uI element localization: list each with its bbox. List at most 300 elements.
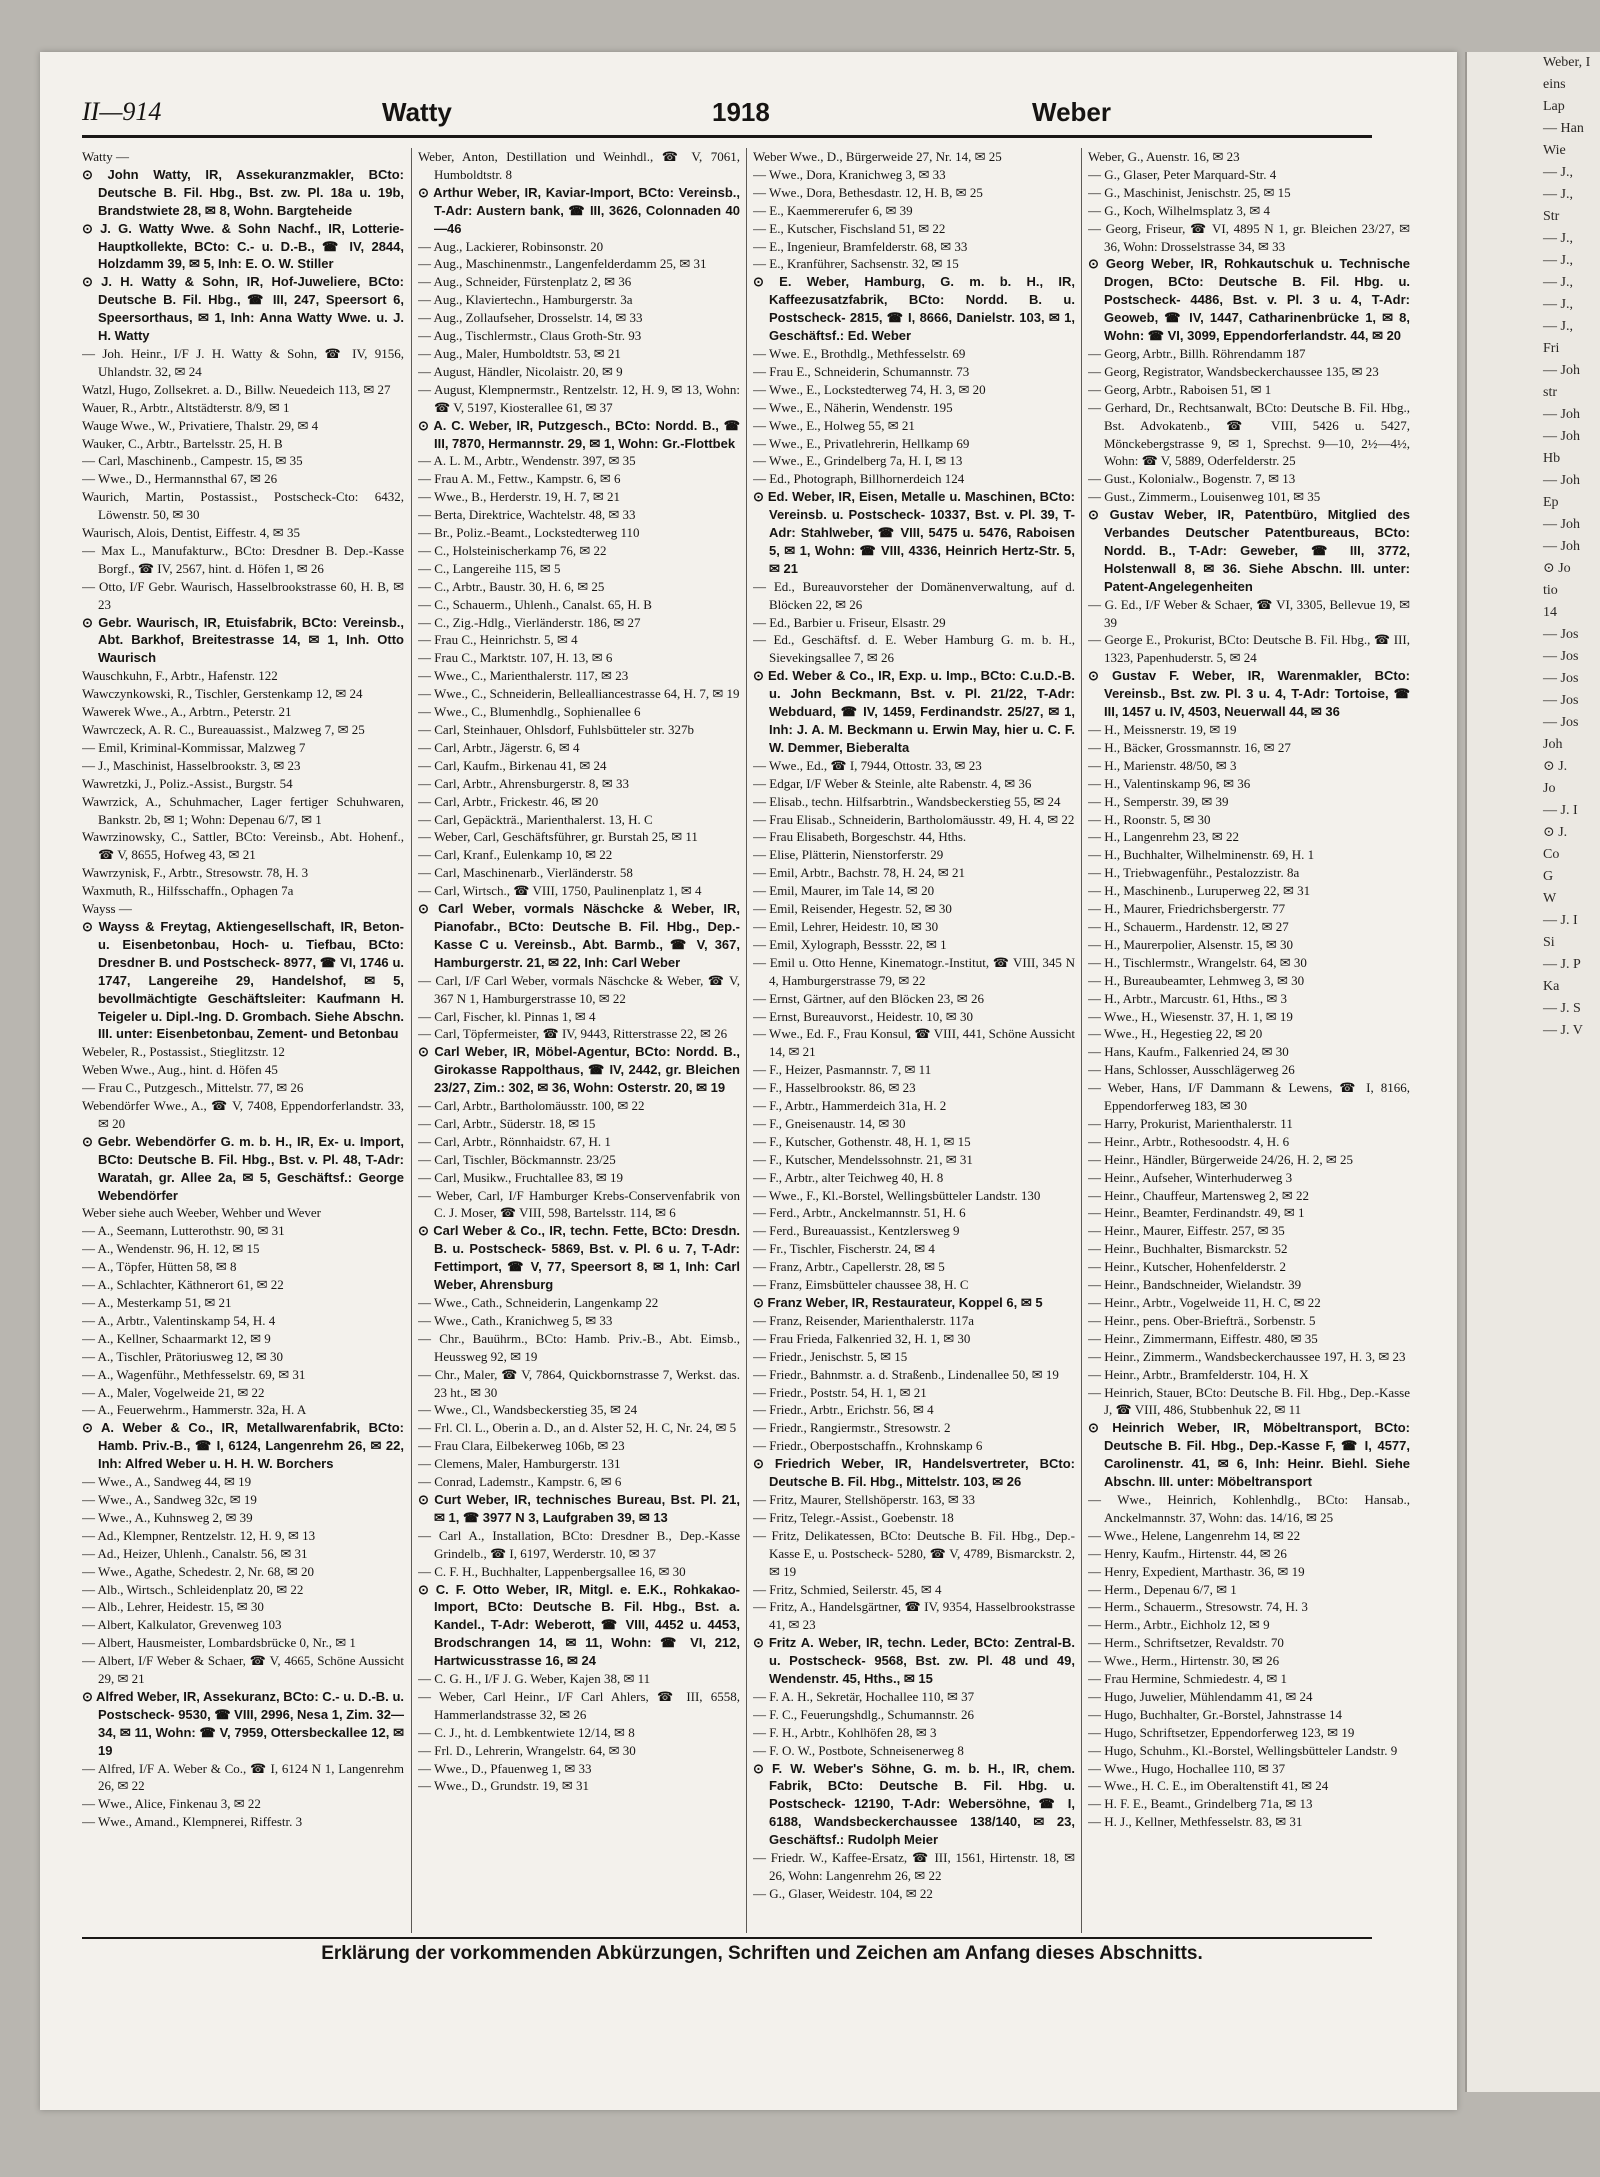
directory-entry: — H., Buchhalter, Wilhelminenstr. 69, H. 1 bbox=[1088, 847, 1315, 863]
directory-entry: — Carl, Arbtr., Süderstr. 18, ✉ 15 bbox=[418, 1115, 596, 1131]
directory-entry: — Hugo, Schuhm., Kl.-Borstel, Wellingsbütteler Landstr. 9 bbox=[1088, 1742, 1398, 1758]
directory-entry: — H. J., Kellner, Methfesselstr. 83, ✉ 31 bbox=[1088, 1814, 1303, 1830]
directory-entry: — Frau Elisab., Schneiderin, Bartholomäusstr. 49, H. 4, ✉ 22 bbox=[753, 811, 1075, 827]
directory-entry: — Ernst, Gärtner, auf den Blöcken 23, ✉ 26 bbox=[753, 990, 984, 1006]
neighbor-page-line: Str bbox=[1543, 209, 1560, 224]
directory-entry: — August, Klempnermstr., Rentzelstr. 12, H. 9, ✉ 13, Wohn: ☎ V, 5197, Kiosterallee 61, ✉ 37 bbox=[418, 381, 740, 415]
directory-entry: Watty — bbox=[82, 149, 129, 164]
directory-entry-firm: ⊙ Arthur Weber, IR, Kaviar-Import, BCto: Vereinsb., T-Adr: Austern bank, ☎ III, 3626, Colonnaden 40—46 bbox=[418, 184, 740, 236]
directory-entry-firm: ⊙ Curt Weber, IR, technisches Bureau, Bst. Pl. 21, ✉ 1, ☎ 3977 N 3, Laufgraben 39, ✉ 13 bbox=[418, 1491, 740, 1525]
neighbor-page-line: Lap bbox=[1543, 99, 1565, 114]
neighbor-page-line: W bbox=[1543, 891, 1557, 906]
directory-entry: — Herm., Schauerm., Stresowstr. 74, H. 3 bbox=[1088, 1599, 1308, 1615]
directory-entry: — Herm., Schriftsetzer, Revaldstr. 70 bbox=[1088, 1635, 1284, 1651]
directory-entry-firm: ⊙ Alfred Weber, IR, Assekuranz, BCto: C.- u. D.-B. u. Postscheck- 9530, ☎ VIII, 2996, Nesa 1, Zim. 32—34, ✉ 11, Wohn: ☎ V, 7959, Ottersbeckallee 12, ✉ 19 bbox=[82, 1688, 404, 1758]
directory-entry: Watzl, Hugo, Zollsekret. a. D., Billw. Neuedeich 113, ✉ 27 bbox=[82, 381, 391, 397]
directory-entry: — H., Triebwagenführ., Pestalozzistr. 8a bbox=[1088, 865, 1300, 881]
directory-entry: — H., Meissnerstr. 19, ✉ 19 bbox=[1088, 722, 1237, 737]
neighbor-page-line: Wie bbox=[1543, 143, 1566, 158]
directory-entry: — Hugo, Buchhalter, Gr.-Borstel, Jahnstrasse 14 bbox=[1088, 1706, 1343, 1722]
neighbor-page-line: — Jos bbox=[1543, 627, 1579, 642]
directory-entry: — Henry, Kaufm., Hirtenstr. 44, ✉ 26 bbox=[1088, 1545, 1287, 1561]
footer-note: Erklärung der vorkommenden Abkürzungen, Schriften und Zeichen am Anfang dieses Abschnitts. bbox=[321, 1943, 1203, 1964]
neighbor-page-line: ⊙ J. bbox=[1543, 759, 1568, 774]
directory-entry: — F., Arbtr., alter Teichweg 40, H. 8 bbox=[753, 1169, 944, 1185]
directory-entry: — E., Kranführer, Sachsenstr. 32, ✉ 15 bbox=[753, 256, 959, 272]
directory-entry-firm: ⊙ Carl Weber, IR, Möbel-Agentur, BCto: Nordd. B., Girokasse Rappolthaus, ☎ IV, 2442, gr. Bleichen 23/27, Zim.: 302, ✉ 36, Wohn: Osterstr. 20, ✉ 19 bbox=[418, 1044, 740, 1096]
directory-entry: Wawrzinowsky, C., Sattler, BCto: Vereinsb., Abt. Hohenf., ☎ V, 8655, Hofweg 43, ✉ 21 bbox=[82, 829, 404, 863]
directory-entry: — Carl, Gepäckträ., Marienthalerst. 13, H. C bbox=[418, 811, 653, 827]
directory-entry: — Emil, Kriminal-Kommissar, Malzweg 7 bbox=[82, 739, 306, 755]
directory-entry: — Aug., Tischlermstr., Claus Groth-Str. 93 bbox=[418, 328, 642, 344]
directory-entry: — Emil, Maurer, im Tale 14, ✉ 20 bbox=[753, 883, 935, 899]
directory-entry: — Carl, Kranf., Eulenkamp 10, ✉ 22 bbox=[418, 847, 613, 863]
directory-entry: — Carl, Maschinenb., Campestr. 15, ✉ 35 bbox=[82, 453, 303, 469]
directory-entry: — Gust., Kolonialw., Bogenstr. 7, ✉ 13 bbox=[1088, 471, 1296, 487]
directory-entry: Webendörfer Wwe., A., ☎ V, 7408, Eppendorferlandstr. 33, ✉ 20 bbox=[82, 1098, 404, 1131]
directory-entry: — F. H., Arbtr., Kohlhöfen 28, ✉ 3 bbox=[753, 1724, 937, 1740]
directory-entry: — Franz, Eimsbütteler chaussee 38, H. C bbox=[753, 1277, 969, 1293]
directory-entry: Wawrzick, A., Schuhmacher, Lager fertiger Schuhwaren, Bankstr. 2b, ✉ 1; Wohn: Depenau 6/7, ✉ 1 bbox=[82, 793, 404, 827]
directory-entry: — Ed., Photograph, Billhornerdeich 124 bbox=[753, 471, 965, 487]
directory-entry: — A., Kellner, Schaarmarkt 12, ✉ 9 bbox=[82, 1330, 271, 1346]
directory-entry-firm: ⊙ F. W. Weber's Söhne, G. m. b. H., IR, chem. Fabrik, BCto: Deutsche B. Fil. Hbg. u. Postscheck- 12190, T-Adr: Webersöhne, ☎ I, 6188, Wandsbeckerchaussee 138/140, ✉ 23, Geschäftsf.: Rudolph Meier bbox=[753, 1760, 1075, 1848]
directory-entry: — Carl, Musikw., Fruchtallee 83, ✉ 19 bbox=[418, 1169, 624, 1185]
directory-entry: — E., Ingenieur, Bramfelderstr. 68, ✉ 33 bbox=[753, 238, 968, 254]
directory-entry-firm: ⊙ Franz Weber, IR, Restaurateur, Koppel 6, ✉ 5 bbox=[753, 1295, 1043, 1310]
directory-entry: — H., Tischlermstr., Wrangelstr. 64, ✉ 30 bbox=[1088, 954, 1307, 970]
directory-entry: — Carl, Wirtsch., ☎ VIII, 1750, Paulinenplatz 1, ✉ 4 bbox=[418, 883, 702, 899]
directory-entry: — Wwe., Amand., Klempnerei, Riffestr. 3 bbox=[82, 1814, 303, 1830]
directory-entry: — Wwe. E., Brothdlg., Methfesselstr. 69 bbox=[753, 345, 966, 361]
directory-entry-firm: ⊙ Gustav Weber, IR, Patentbüro, Mitglied des Verbandes Deutscher Patentbureaus, BCto: Nordd. B., T-Adr: Geweber, ☎ III, 3772, Holstenwall 8, ✉ 36. Siehe Abschn. III. unter: Patent-Angelegenheiten bbox=[1088, 507, 1410, 594]
directory-entry: — Fritz, Delikatessen, BCto: Deutsche B. Fil. Hbg., Dep.-Kasse E, u. Postscheck- 5280, ☎ V, 4789, Bismarckstr. 2, ✉ 19 bbox=[753, 1527, 1075, 1579]
directory-entry: Weber Wwe., D., Bürgerweide 27, Nr. 14, ✉ 25 bbox=[753, 149, 1002, 164]
directory-entry: Wauge Wwe., W., Privatiere, Thalstr. 29, ✉ 4 bbox=[82, 417, 319, 433]
directory-entry: — C., Langereihe 115, ✉ 5 bbox=[418, 560, 561, 576]
header-right-keyword: Weber bbox=[1032, 97, 1111, 127]
directory-entry: — F., Hasselbrookstr. 86, ✉ 23 bbox=[753, 1080, 916, 1096]
directory-entry: — Wwe., Heinrich, Kohlenhdlg., BCto: Hansab., Anckelmannstr. 37, Wohn: das. 14/16, ✉ 25 bbox=[1088, 1491, 1410, 1525]
directory-entry: — F., Gneisenaustr. 14, ✉ 30 bbox=[753, 1115, 906, 1131]
directory-entry: — Wwe., D., Hermannsthal 67, ✉ 26 bbox=[82, 471, 278, 487]
directory-entry-firm: ⊙ C. F. Otto Weber, IR, Mitgl. e. E.K., Rohkakao-Import, BCto: Deutsche B. Fil. Hbg., Bst. a. Kandel., T-Adr: Weberott, ☎ VIII, 4452 u. 4453, Brodschrangen 14, ✉ 11, Wohn: ☎ VI, 212, Hartwicusstrasse 16, ✉ 24 bbox=[418, 1581, 740, 1669]
directory-entry: — Carl A., Installation, BCto: Dresdner B., Dep.-Kasse Grindelb., ☎ I, 6197, Werderstr. 10, ✉ 37 bbox=[418, 1527, 740, 1561]
directory-entry: — G., Maschinist, Jenischstr. 25, ✉ 15 bbox=[1088, 184, 1291, 200]
directory-entry-firm: ⊙ E. Weber, Hamburg, G. m. b. H., IR, Kaffeezusatzfabrik, BCto: Nordd. B. u. Postscheck- 2815, ☎ I, 8666, Danielstr. 103, ✉ 1, Geschäftsf.: Ed. Weber bbox=[753, 274, 1075, 344]
directory-entry: — Wwe., A., Kuhnsweg 2, ✉ 39 bbox=[82, 1509, 253, 1525]
directory-entry-firm: ⊙ Ed. Weber, IR, Eisen, Metalle u. Maschinen, BCto: Vereinsb. u. Postscheck- 10337, Bst. v. Pl. 39, T-Adr: Stahlweber, ☎ VIII, 5475 u. 5476, Raboisen 5, ✉ 1, Wohn: ☎ VIII, 4336, Heinrich Hertz-Str. 5, ✉ 21 bbox=[753, 489, 1075, 576]
directory-entry: Wayss — bbox=[82, 901, 132, 917]
neighbor-page-line: — J. S bbox=[1543, 1001, 1581, 1016]
directory-entry: — Emil, Xylograph, Bessstr. 22, ✉ 1 bbox=[753, 936, 947, 952]
directory-entry: — H., Maschinenb., Luruperweg 22, ✉ 31 bbox=[1088, 883, 1311, 899]
directory-entry: — Emil, Lehrer, Heidestr. 10, ✉ 30 bbox=[753, 918, 939, 934]
directory-entry: — F., Kutscher, Gothenstr. 48, H. 1, ✉ 15 bbox=[753, 1133, 971, 1149]
directory-entry: — Carl, Steinhauer, Ohlsdorf, Fuhlsbütteler str. 327b bbox=[418, 722, 695, 737]
neighbor-page-line: — Joh bbox=[1543, 517, 1580, 532]
directory-entry: Waurich, Martin, Postassist., Postscheck-Cto: 6432, Löwenstr. 50, ✉ 30 bbox=[82, 489, 404, 523]
directory-entry: — Wwe., Agathe, Schedestr. 2, Nr. 68, ✉ 20 bbox=[82, 1563, 314, 1579]
directory-entry-firm: ⊙ A. Weber & Co., IR, Metallwarenfabrik, BCto: Hamb. Priv.-B., ☎ I, 6124, Langenrehm 26, ✉ 22, Inh: Alfred Weber u. H. H. W. Borchers bbox=[82, 1420, 404, 1472]
directory-entry: — Joh. Heinr., I/F J. H. Watty & Sohn, ☎ IV, 9156, Uhlandstr. 32, ✉ 24 bbox=[82, 345, 404, 379]
directory-entry: — Heinr., Arbtr., Bramfelderstr. 104, H. X bbox=[1088, 1366, 1309, 1382]
directory-entry: — Wwe., C., Blumenhdlg., Sophienallee 6 bbox=[418, 704, 641, 720]
directory-entry: — Wwe., Ed., ☎ I, 7944, Ottostr. 33, ✉ 23 bbox=[753, 757, 982, 773]
directory-entry: — H., Marienstr. 48/50, ✉ 3 bbox=[1088, 757, 1237, 773]
directory-entry: — Alb., Wirtsch., Schleidenplatz 20, ✉ 22 bbox=[82, 1581, 304, 1597]
neighbor-page-line: — J., bbox=[1543, 297, 1573, 312]
directory-entry: — F., Arbtr., Hammerdeich 31a, H. 2 bbox=[753, 1098, 947, 1114]
directory-entry: — Wwe., Alice, Finkenau 3, ✉ 22 bbox=[82, 1796, 261, 1812]
directory-entry: — H. F. E., Beamt., Grindelberg 71a, ✉ 13 bbox=[1088, 1796, 1313, 1812]
directory-entry: — H., Maurer, Friedrichsbergerstr. 77 bbox=[1088, 901, 1286, 917]
directory-entry-firm: ⊙ Gebr. Waurisch, IR, Etuisfabrik, BCto: Vereinsb., Abt. Barkhof, Breitestrasse 14, ✉ 1, Inh. Otto Waurisch bbox=[82, 614, 404, 666]
neighbor-page-line: Si bbox=[1543, 935, 1555, 950]
directory-entry: — A. L. M., Arbtr., Wendenstr. 397, ✉ 35 bbox=[418, 453, 636, 469]
directory-entry: — Ed., Geschäftsf. d. E. Weber Hamburg G. m. b. H., Sievekingsallee 7, ✉ 26 bbox=[753, 632, 1075, 666]
directory-entry: — Wwe., H., Wiesenstr. 37, H. 1, ✉ 19 bbox=[1088, 1008, 1293, 1024]
directory-entry: — Berta, Direktrice, Wachtelstr. 48, ✉ 33 bbox=[418, 507, 636, 523]
neighbor-page-line: ⊙ Jo bbox=[1543, 561, 1571, 576]
neighbor-page-line: Weber, I bbox=[1543, 55, 1591, 70]
header-year: 1918 bbox=[712, 97, 770, 127]
directory-entry: — A., Wendenstr. 96, H. 12, ✉ 15 bbox=[82, 1241, 260, 1257]
directory-entry: — Aug., Maler, Humboldtstr. 53, ✉ 21 bbox=[418, 345, 621, 361]
directory-entry: — Friedr., Bahnmstr. a. d. Straßenb., Lindenallee 50, ✉ 19 bbox=[753, 1366, 1059, 1382]
directory-entry: — Hugo, Juwelier, Mühlendamm 41, ✉ 24 bbox=[1088, 1688, 1313, 1704]
neighbor-page-line: — Joh bbox=[1543, 429, 1580, 444]
directory-entry: — Ad., Heizer, Uhlenh., Canalstr. 56, ✉ 31 bbox=[82, 1545, 308, 1561]
directory-entry: — Wwe., B., Herderstr. 19, H. 7, ✉ 21 bbox=[418, 489, 621, 505]
directory-entry: — August, Händler, Nicolaistr. 20, ✉ 9 bbox=[418, 363, 623, 379]
directory-entry: — George E., Prokurist, BCto: Deutsche B. Fil. Hbg., ☎ III, 1323, Papenhuderstr. 5, ✉ 24 bbox=[1088, 632, 1410, 666]
directory-entry: — Georg, Arbtr., Billh. Röhrendamm 187 bbox=[1088, 345, 1306, 361]
directory-entry: — Fritz, Schmied, Seilerstr. 45, ✉ 4 bbox=[753, 1581, 942, 1597]
directory-entry: — Wwe., Ed. F., Frau Konsul, ☎ VIII, 441, Schöne Aussicht 14, ✉ 21 bbox=[753, 1026, 1075, 1060]
directory-entry: — Carl, Maschinenarb., Vierländerstr. 58 bbox=[418, 865, 633, 881]
directory-entry: — Carl, Arbtr., Jägerstr. 6, ✉ 4 bbox=[418, 739, 580, 755]
directory-entry: — Ferd., Arbtr., Anckelmannstr. 51, H. 6 bbox=[753, 1205, 966, 1221]
directory-entry: — Aug., Zollaufseher, Drosselstr. 14, ✉ 33 bbox=[418, 310, 643, 326]
directory-entry: — F., Kutscher, Mendelssohnstr. 21, ✉ 31 bbox=[753, 1151, 973, 1167]
directory-entry: — Wwe., Dora, Kranichweg 3, ✉ 33 bbox=[753, 166, 946, 182]
directory-entry: — Heinr., Arbtr., Vogelweide 11, H. C, ✉ 22 bbox=[1088, 1295, 1321, 1310]
directory-entry: Webeler, R., Postassist., Stieglitzstr. 12 bbox=[82, 1044, 285, 1060]
neighbor-page-line: — Jos bbox=[1543, 671, 1579, 686]
directory-entry: — Max L., Manufakturw., BCto: Dresdner B. Dep.-Kasse Borgf., ☎ IV, 2567, hint. d. Höfen 1, ✉ 26 bbox=[82, 542, 404, 576]
directory-entry: — Wwe., H., Hegestieg 22, ✉ 20 bbox=[1088, 1026, 1263, 1042]
neighbor-page-line: Joh bbox=[1543, 737, 1563, 752]
directory-entry: — Friedr., Arbtr., Erichstr. 56, ✉ 4 bbox=[753, 1402, 934, 1418]
directory-entry: — Carl, Arbtr., Rönnhaidstr. 67, H. 1 bbox=[418, 1133, 611, 1149]
directory-entry: — Fritz, A., Handelsgärtner, ☎ IV, 9354, Hasselbrookstrasse 41, ✉ 23 bbox=[753, 1599, 1075, 1633]
directory-entry: Weben Wwe., Aug., hint. d. Höfen 45 bbox=[82, 1062, 278, 1078]
directory-entry: — Albert, Kalkulator, Grevenweg 103 bbox=[82, 1617, 282, 1633]
directory-entry: — A., Maler, Vogelweide 21, ✉ 22 bbox=[82, 1384, 265, 1400]
directory-entry: — Otto, I/F Gebr. Waurisch, Hasselbrookstrasse 60, H. B, ✉ 23 bbox=[82, 578, 404, 612]
directory-entry: — H., Maurerpolier, Alsenstr. 15, ✉ 30 bbox=[1088, 936, 1293, 952]
directory-entry: — Albert, Hausmeister, Lombardsbrücke 0, Nr., ✉ 1 bbox=[82, 1635, 356, 1651]
directory-entry: — Ed., Barbier u. Friseur, Elsastr. 29 bbox=[753, 614, 946, 630]
directory-entry: — Elisab., techn. Hilfsarbtrin., Wandsbeckerstieg 55, ✉ 24 bbox=[753, 793, 1061, 809]
directory-entry: — Ad., Klempner, Rentzelstr. 12, H. 9, ✉ 13 bbox=[82, 1527, 316, 1543]
neighbor-page-line: — Jos bbox=[1543, 649, 1579, 664]
directory-entry: — Heinr., Händler, Bürgerweide 24/26, H. 2, ✉ 25 bbox=[1088, 1151, 1354, 1167]
directory-entry: — F. A. H., Sekretär, Hochallee 110, ✉ 37 bbox=[753, 1688, 975, 1704]
directory-entry: — Carl, Arbtr., Frickestr. 46, ✉ 20 bbox=[418, 793, 599, 809]
directory-entry: — Georg, Registrator, Wandsbeckerchaussee 135, ✉ 23 bbox=[1088, 363, 1379, 379]
directory-entry: — Frau A. M., Fettw., Kampstr. 6, ✉ 6 bbox=[418, 471, 621, 487]
page-number: II—914 bbox=[82, 97, 162, 126]
directory-entry: — A., Wagenführ., Methfesselstr. 69, ✉ 31 bbox=[82, 1366, 306, 1382]
directory-entry: — A., Tischler, Prätoriusweg 12, ✉ 30 bbox=[82, 1348, 284, 1364]
neighbor-page-line: Co bbox=[1543, 847, 1560, 862]
directory-entry: — Herm., Depenau 6/7, ✉ 1 bbox=[1088, 1581, 1237, 1597]
directory-entry: — Friedr., Poststr. 54, H. 1, ✉ 21 bbox=[753, 1384, 927, 1400]
column-4 bbox=[1088, 148, 1410, 1933]
directory-entry: — Heinr., Zimmerm., Wandsbeckerchaussee 197, H. 3, ✉ 23 bbox=[1088, 1348, 1406, 1364]
directory-entry: Waxmuth, R., Hilfsschaffn., Ophagen 7a bbox=[82, 883, 294, 899]
directory-entry-firm: ⊙ Heinrich Weber, IR, Möbeltransport, BCto: Deutsche B. Fil. Hbg., Dep.-Kasse F, ☎ I, 4577, Carolinenstr. 41, ✉ 6, Inh: Heinr. Biehl. Siehe Abschn. III. unter: Möbeltransport bbox=[1088, 1420, 1410, 1490]
neighbor-page-line: 14 bbox=[1543, 605, 1557, 620]
directory-entry: — Wwe., A., Sandweg 32c, ✉ 19 bbox=[82, 1491, 257, 1507]
directory-entry: — Wwe., A., Sandweg 44, ✉ 19 bbox=[82, 1474, 252, 1490]
neighbor-page-line: — Han bbox=[1543, 121, 1584, 136]
directory-entry: — Frau C., Marktstr. 107, H. 13, ✉ 6 bbox=[418, 650, 613, 666]
directory-entry: — Ernst, Bureauvorst., Heidestr. 10, ✉ 30 bbox=[753, 1008, 973, 1024]
directory-entry: — Frau Elisabeth, Borgeschstr. 44, Hths. bbox=[753, 829, 967, 845]
directory-entry-firm: ⊙ Friedrich Weber, IR, Handelsvertreter, BCto: Deutsche B. Fil. Hbg., Mittelstr. 103, ✉ 26 bbox=[753, 1456, 1075, 1490]
column-1 bbox=[82, 148, 404, 1933]
directory-entry: — C., Arbtr., Baustr. 30, H. 6, ✉ 25 bbox=[418, 578, 605, 594]
directory-entry: — E., Kaemmererufer 6, ✉ 39 bbox=[753, 202, 913, 218]
column-2 bbox=[418, 148, 740, 1933]
directory-entry-firm: ⊙ J. G. Watty Wwe. & Sohn Nachf., IR, Lotterie-Hauptkollekte, BCto: C.- u. D.-B., ☎ IV, 2844, Holzdamm 39, ✉ 5, Inh: E. O. W. Stiller bbox=[82, 220, 404, 272]
directory-entry: — Ferd., Bureauassist., Kentzlersweg 9 bbox=[753, 1223, 960, 1239]
neighbor-page-line: — Joh bbox=[1543, 363, 1580, 378]
directory-entry: — A., Seemann, Lutterothstr. 90, ✉ 31 bbox=[82, 1223, 285, 1239]
directory-entry: — Heinr., Aufseher, Winterhuderweg 3 bbox=[1088, 1169, 1293, 1185]
directory-entry: — G., Glaser, Peter Marquard-Str. 4 bbox=[1088, 166, 1277, 182]
directory-entry: — A., Mesterkamp 51, ✉ 21 bbox=[82, 1295, 232, 1310]
directory-entry: Wawczynkowski, R., Tischler, Gerstenkamp 12, ✉ 24 bbox=[82, 686, 363, 702]
directory-entry: — H., Semperstr. 39, ✉ 39 bbox=[1088, 793, 1229, 809]
directory-entry: — A., Töpfer, Hütten 58, ✉ 8 bbox=[82, 1259, 237, 1275]
directory-entry: — Frau Hermine, Schmiedestr. 4, ✉ 1 bbox=[1088, 1671, 1287, 1687]
directory-entry: — Gerhard, Dr., Rechtsanwalt, BCto: Deutsche B. Fil. Hbg., Bst. Advokatenb., ☎ VIII, 5426 u. 5427, Mönckebergstrasse 9, ✉ 1, Sprechst. 9—10, 2½—4½, Wohn: ☎ V, 5889, Oderfelderstr. 25 bbox=[1088, 399, 1410, 469]
directory-entry: — Emil u. Otto Henne, Kinematogr.-Institut, ☎ VIII, 345 N 4, Hamburgerstrasse 79, ✉ 22 bbox=[753, 954, 1075, 988]
directory-entry-firm: ⊙ J. H. Watty & Sohn, IR, Hof-Juweliere, BCto: Deutsche B. Fil. Hbg., ☎ III, 247, Speersort 6, Speersorthaus, ✉ 1, Inh: Anna Watty Wwe. u. J. H. Watty bbox=[82, 274, 404, 344]
directory-entry: — Wwe., Herm., Hirtenstr. 30, ✉ 26 bbox=[1088, 1653, 1280, 1669]
directory-entry: — Friedr., Jenischstr. 5, ✉ 15 bbox=[753, 1348, 908, 1364]
directory-entry: — Emil, Arbtr., Bachstr. 78, H. 24, ✉ 21 bbox=[753, 865, 966, 881]
directory-entry: — C. G. H., I/F J. G. Weber, Kajen 38, ✉ 11 bbox=[418, 1671, 651, 1687]
directory-entry: — Franz, Arbtr., Capellerstr. 28, ✉ 5 bbox=[753, 1259, 945, 1275]
directory-entry-firm: ⊙ Carl Weber & Co., IR, techn. Fette, BCto: Dresdn. B. u. Postscheck- 5869, Bst. v. Pl. 6 u. 7, T-Adr: Fettimport, ☎ V, 77, Speersort 8, ✉ 1, Inh: Carl Weber, Ahrensburg bbox=[418, 1223, 740, 1293]
directory-entry: — Aug., Lackierer, Robinsonstr. 20 bbox=[418, 238, 604, 254]
directory-entry: — Harry, Prokurist, Marienthalerstr. 11 bbox=[1088, 1115, 1293, 1131]
directory-entry: — C. J., ht. d. Lembkentwiete 12/14, ✉ 8 bbox=[418, 1724, 635, 1740]
footer-rule bbox=[82, 1937, 1372, 1939]
directory-entry: — Weber, Carl, Geschäftsführer, gr. Burstah 25, ✉ 11 bbox=[418, 829, 698, 845]
neighbor-page-line: — J. P bbox=[1543, 957, 1581, 972]
directory-entry: — Fritz, Maurer, Stellshöperstr. 163, ✉ 33 bbox=[753, 1491, 975, 1507]
directory-entry: — F. C., Feuerungshdlg., Schumannstr. 26 bbox=[753, 1706, 975, 1722]
directory-entry-firm: ⊙ A. C. Weber, IR, Putzgesch., BCto: Nordd. B., ☎ III, 7870, Hermannstr. 29, ✉ 1, Wohn: Gr.-Flottbek bbox=[418, 417, 740, 451]
directory-entry: — H., Roonstr. 5, ✉ 30 bbox=[1088, 811, 1211, 827]
directory-entry: — H., Arbtr., Marcustr. 61, Hths., ✉ 3 bbox=[1088, 990, 1288, 1006]
directory-entry: Wauschkuhn, F., Arbtr., Hafenstr. 122 bbox=[82, 668, 278, 684]
directory-entry: — Frau Clara, Eilbekerweg 106b, ✉ 23 bbox=[418, 1438, 625, 1454]
neighbor-page-line: G bbox=[1543, 869, 1554, 884]
directory-entry: Weber, G., Auenstr. 16, ✉ 23 bbox=[1088, 149, 1240, 164]
directory-entry: — Alfred, I/F A. Weber & Co., ☎ I, 6124 N 1, Langenrehm 26, ✉ 22 bbox=[82, 1760, 404, 1794]
neighbor-page-line: — J., bbox=[1543, 275, 1573, 290]
directory-entry: — Wwe., D., Grundstr. 19, ✉ 31 bbox=[418, 1778, 589, 1794]
directory-entry: — Hugo, Schriftsetzer, Eppendorferweg 123, ✉ 19 bbox=[1088, 1724, 1355, 1740]
directory-entry: — Wwe., Dora, Bethesdastr. 12, H. B, ✉ 25 bbox=[753, 184, 983, 200]
directory-entry: — G., Glaser, Weidestr. 104, ✉ 22 bbox=[753, 1885, 933, 1901]
directory-entry-firm: ⊙ Wayss & Freytag, Aktiengesellschaft, IR, Beton- u. Eisenbetonbau, Hoch- u. Tiefbau, BCto: Dresdner B. und Postscheck- 8977, ☎ VI, 1746 u. 1747, Langereihe 29, Handelshof, ✉ 5, bevollmächtigte Geschäftsleiter: Kaufmann H. Teigeler u. Dipl.-Ing. D. Grombach. Siehe Abschn. III. unter: Eisenbetonbau, Zement- und Betonbau bbox=[82, 918, 404, 1042]
directory-entry: — Frau C., Heinrichstr. 5, ✉ 4 bbox=[418, 632, 578, 648]
directory-entry: — Frl. Cl. L., Oberin a. D., an d. Alster 52, H. C, Nr. 24, ✉ 5 bbox=[418, 1420, 737, 1436]
neighbor-page-line: — J., bbox=[1543, 253, 1573, 268]
directory-entry: — Georg, Arbtr., Raboisen 51, ✉ 1 bbox=[1088, 381, 1272, 397]
directory-entry: — Heinr., pens. Ober-Briefträ., Sorbenstr. 5 bbox=[1088, 1312, 1316, 1328]
directory-entry: — Conrad, Lademstr., Kampstr. 6, ✉ 6 bbox=[418, 1474, 622, 1490]
directory-entry: — F. O. W., Postbote, Schneisenerweg 8 bbox=[753, 1742, 964, 1758]
directory-entry-firm: ⊙ Ed. Weber & Co., IR, Exp. u. Imp., BCto: C.u.D.-B. u. John Beckmann, Bst. v. Pl. 21/22, T-Adr: Webduard, ☎ IV, 1459, Ferdinandstr. 25/27, ✉ 1, Inh: J. A. M. Beckmann u. Erwin May, hier u. C. F. W. Demmer, Bieberalta bbox=[753, 668, 1075, 755]
directory-entry: — Chr., Bauührm., BCto: Hamb. Priv.-B., Abt. Eimsb., Heussweg 92, ✉ 19 bbox=[418, 1330, 740, 1364]
directory-entry-firm: ⊙ Gebr. Webendörfer G. m. b. H., IR, Ex- u. Import, BCto: Deutsche B. Fil. Hbg., Bst. v. Pl. 48, T-Adr: Waratah, gr. Allee 2a, ✉ 5, Geschäftsf.: George Webendörfer bbox=[82, 1133, 404, 1203]
directory-entry: — H., Valentinskamp 96, ✉ 36 bbox=[1088, 775, 1251, 791]
neighbor-page-line: str bbox=[1543, 385, 1557, 400]
directory-entry: — Friedr., Rangiermstr., Stresowstr. 2 bbox=[753, 1420, 951, 1436]
directory-entry: — Heinr., Maurer, Eiffestr. 257, ✉ 35 bbox=[1088, 1223, 1285, 1239]
directory-entry: — E., Kutscher, Fischsland 51, ✉ 22 bbox=[753, 220, 946, 236]
column-divider bbox=[1081, 148, 1082, 1933]
directory-entry: — A., Arbtr., Valentinskamp 54, H. 4 bbox=[82, 1312, 276, 1328]
directory-entry: — Heinr., Chauffeur, Martensweg 2, ✉ 22 bbox=[1088, 1187, 1309, 1203]
column-divider bbox=[746, 148, 747, 1933]
directory-entry: Waurisch, Alois, Dentist, Eiffestr. 4, ✉ 35 bbox=[82, 525, 300, 541]
directory-entry: — Aug., Klaviertechn., Hamburgerstr. 3a bbox=[418, 292, 633, 308]
directory-entry: Weber, Anton, Destillation und Weinhdl., ☎ V, 7061, Humboldtstr. 8 bbox=[418, 149, 740, 182]
directory-entry: — Wwe., D., Pfauenweg 1, ✉ 33 bbox=[418, 1760, 592, 1776]
directory-entry: — Chr., Maler, ☎ V, 7864, Quickbornstrasse 7, Werkst. das. 23 ht., ✉ 30 bbox=[418, 1366, 740, 1400]
directory-entry: — Heinrich, Stauer, BCto: Deutsche B. Fil. Hbg., Dep.-Kasse J, ☎ VIII, 486, Stubbenhuk 22, ✉ 11 bbox=[1088, 1384, 1410, 1418]
directory-entry: — C., Holsteinischerkamp 76, ✉ 22 bbox=[418, 542, 607, 558]
directory-entry: — Hans, Kaufm., Falkenried 24, ✉ 30 bbox=[1088, 1044, 1289, 1060]
directory-entry: — Heinr., Kutscher, Hohenfelderstr. 2 bbox=[1088, 1259, 1287, 1275]
directory-entry-firm: ⊙ Georg Weber, IR, Rohkautschuk u. Technische Drogen, BCto: Deutsche B. Fil. Hbg. u. Postscheck- 4486, Bst. v. Pl. 3 u. 4, T-Adr: Geoweb, ☎ IV, 1447, Catharinenbrücke 1, ✉ 8, Wohn: ☎ VI, 3099, Eppendorferlandstr. 44, ✉ 20 bbox=[1088, 256, 1410, 344]
neighbor-page-line: ⊙ J. bbox=[1543, 825, 1568, 840]
column-divider bbox=[411, 148, 412, 1933]
directory-entry: — Clemens, Maler, Hamburgerstr. 131 bbox=[418, 1456, 621, 1472]
directory-entry: — C. F. H., Buchhalter, Lappenbergsallee 16, ✉ 30 bbox=[418, 1563, 686, 1579]
directory-entry: — Heinr., Arbtr., Rothesoodstr. 4, H. 6 bbox=[1088, 1133, 1290, 1149]
directory-entry: — Heinr., Beamter, Ferdinandstr. 49, ✉ 1 bbox=[1088, 1205, 1305, 1221]
directory-entry: — H., Bureaubeamter, Lehmweg 3, ✉ 30 bbox=[1088, 972, 1305, 988]
running-header bbox=[82, 95, 1372, 138]
directory-entry: — Carl, Fischer, kl. Pinnas 1, ✉ 4 bbox=[418, 1008, 596, 1024]
directory-entry: — Wwe., E., Privatlehrerin, Hellkamp 69 bbox=[753, 435, 970, 451]
directory-entry: Wauker, C., Arbtr., Bartelsstr. 25, H. B bbox=[82, 435, 283, 451]
neighbor-page-line: Ka bbox=[1543, 979, 1560, 994]
directory-entry: — F., Heizer, Pasmannstr. 7, ✉ 11 bbox=[753, 1062, 932, 1078]
neighbor-page-line: — Jos bbox=[1543, 693, 1579, 708]
directory-entry-firm: ⊙ John Watty, IR, Assekuranzmakler, BCto: Deutsche B. Fil. Hbg., Bst. zw. Pl. 18a u. 19b, Brandstwiete 28, ✉ 8, Wohn. Bargteheide bbox=[82, 166, 404, 218]
directory-entry: — Heinr., Bandschneider, Wielandstr. 39 bbox=[1088, 1277, 1302, 1293]
directory-entry: — Carl, Kaufm., Birkenau 41, ✉ 24 bbox=[418, 757, 607, 773]
directory-entry: — Weber, Hans, I/F Dammann & Lewens, ☎ I, 8166, Eppendorferweg 183, ✉ 30 bbox=[1088, 1080, 1410, 1114]
neighbor-page-line: — J. I bbox=[1543, 913, 1578, 928]
neighbor-page-line: Jo bbox=[1543, 781, 1556, 796]
header-left-keyword: Watty bbox=[382, 97, 452, 127]
neighbor-page-line: — Joh bbox=[1543, 473, 1580, 488]
directory-entry: Wawrzynisk, F., Arbtr., Stresowstr. 78, H. 3 bbox=[82, 865, 309, 881]
directory-entry: — Wwe., C., Marienthalerstr. 117, ✉ 23 bbox=[418, 668, 629, 684]
directory-entry: — Br., Poliz.-Beamt., Lockstedterweg 110 bbox=[418, 525, 640, 541]
directory-entry: — Wwe., E., Grindelberg 7a, H. I, ✉ 13 bbox=[753, 453, 963, 469]
directory-entry: — Ed., Bureauvorsteher der Domänenverwaltung, auf d. Blöcken 22, ✉ 26 bbox=[753, 578, 1075, 612]
directory-entry: — Carl, I/F Carl Weber, vormals Näschcke & Weber, ☎ V, 367 N 1, Hamburgerstrasse 10, ✉ 22 bbox=[418, 972, 740, 1006]
directory-entry: — Alb., Lehrer, Heidestr. 15, ✉ 30 bbox=[82, 1599, 264, 1615]
directory-entry: Wawrczeck, A. R. C., Bureauassist., Malzweg 7, ✉ 25 bbox=[82, 722, 365, 737]
directory-entry: — Herm., Arbtr., Eichholz 12, ✉ 9 bbox=[1088, 1617, 1270, 1633]
directory-entry: — Wwe., Cl., Wandsbeckerstieg 35, ✉ 24 bbox=[418, 1402, 638, 1418]
directory-entry: — Wwe., F., Kl.-Borstel, Wellingsbütteler Landstr. 130 bbox=[753, 1187, 1041, 1203]
directory-entry: — C., Schauerm., Uhlenh., Canalst. 65, H. B bbox=[418, 596, 652, 612]
directory-entry: — Fritz, Telegr.-Assist., Goebenstr. 18 bbox=[753, 1509, 954, 1525]
directory-entry: — H., Bäcker, Grossmannstr. 16, ✉ 27 bbox=[1088, 739, 1291, 755]
directory-entry: Wauer, R., Arbtr., Altstädterstr. 8/9, ✉ 1 bbox=[82, 399, 290, 415]
neighbor-page-line: — J., bbox=[1543, 165, 1573, 180]
directory-entry: — Wwe., E., Lockstedterweg 74, H. 3, ✉ 20 bbox=[753, 381, 986, 397]
directory-entry: — Albert, I/F Weber & Schaer, ☎ V, 4665, Schöne Aussicht 29, ✉ 21 bbox=[82, 1653, 404, 1687]
directory-entry: — Heinr., Zimmermann, Eiffestr. 480, ✉ 35 bbox=[1088, 1330, 1318, 1346]
directory-entry: — Friedr., Oberpostschaffn., Krohnskamp 6 bbox=[753, 1438, 983, 1454]
directory-entry: — Frl. D., Lehrerin, Wrangelstr. 64, ✉ 30 bbox=[418, 1742, 636, 1758]
directory-entry: — Wwe., C., Schneiderin, Bellealliancestrasse 64, H. 7, ✉ 19 bbox=[418, 686, 740, 702]
directory-entry: — Emil, Reisender, Hegestr. 52, ✉ 30 bbox=[753, 901, 952, 917]
directory-entry: — Frau C., Putzgesch., Mittelstr. 77, ✉ 26 bbox=[82, 1080, 304, 1096]
neighbor-page-line: — Joh bbox=[1543, 407, 1580, 422]
directory-entry: — Wwe., Hugo, Hochallee 110, ✉ 37 bbox=[1088, 1760, 1286, 1776]
directory-entry: — A., Schlachter, Käthnerort 61, ✉ 22 bbox=[82, 1277, 284, 1293]
neighbor-page-line: tio bbox=[1543, 583, 1558, 598]
directory-entry: — Carl, Arbtr., Ahrensburgerstr. 8, ✉ 33 bbox=[418, 775, 630, 791]
directory-entry: — Georg, Friseur, ☎ VI, 4895 N 1, gr. Bleichen 23/27, ✉ 36, Wohn: Drosselstrasse 34, ✉ 33 bbox=[1088, 220, 1410, 254]
directory-entry: — Wwe., Cath., Schneiderin, Langenkamp 22 bbox=[418, 1295, 659, 1310]
directory-entry: — Carl, Töpfermeister, ☎ IV, 9443, Ritterstrasse 22, ✉ 26 bbox=[418, 1026, 728, 1042]
directory-entry: — Wwe., E., Näherin, Wendenstr. 195 bbox=[753, 399, 953, 415]
directory-entry: — H., Langenrehm 23, ✉ 22 bbox=[1088, 829, 1239, 845]
neighbor-page-line: eins bbox=[1543, 77, 1566, 92]
directory-entry: — G. Ed., I/F Weber & Schaer, ☎ VI, 3305, Bellevue 19, ✉ 39 bbox=[1088, 596, 1410, 630]
neighbor-page-line: — J., bbox=[1543, 319, 1573, 334]
directory-entry: — Wwe., Cath., Kranichweg 5, ✉ 33 bbox=[418, 1312, 613, 1328]
directory-entry-firm: ⊙ Carl Weber, vormals Näschcke & Weber, IR, Pianofabr., BCto: Deutsche B. Fil. Hbg., Dep.-Kasse C u. Vereinsb., Abt. Barmb., ☎ V, 367, Hamburgerstr. 21, ✉ 22, Inh: Carl Weber bbox=[418, 901, 740, 970]
directory-entry: Weber siehe auch Weeber, Wehber und Wever bbox=[82, 1205, 321, 1221]
neighbor-page-line: — J., bbox=[1543, 187, 1573, 202]
directory-entry: — Carl, Arbtr., Bartholomäusstr. 100, ✉ 22 bbox=[418, 1098, 645, 1114]
directory-entry: Wawerek Wwe., A., Arbtrn., Peterstr. 21 bbox=[82, 704, 292, 720]
neighbor-page-line: — Joh bbox=[1543, 539, 1580, 554]
directory-entry: — G., Koch, Wilhelmsplatz 3, ✉ 4 bbox=[1088, 202, 1270, 218]
directory-entry: — Heinr., Buchhalter, Bismarckstr. 52 bbox=[1088, 1241, 1288, 1257]
